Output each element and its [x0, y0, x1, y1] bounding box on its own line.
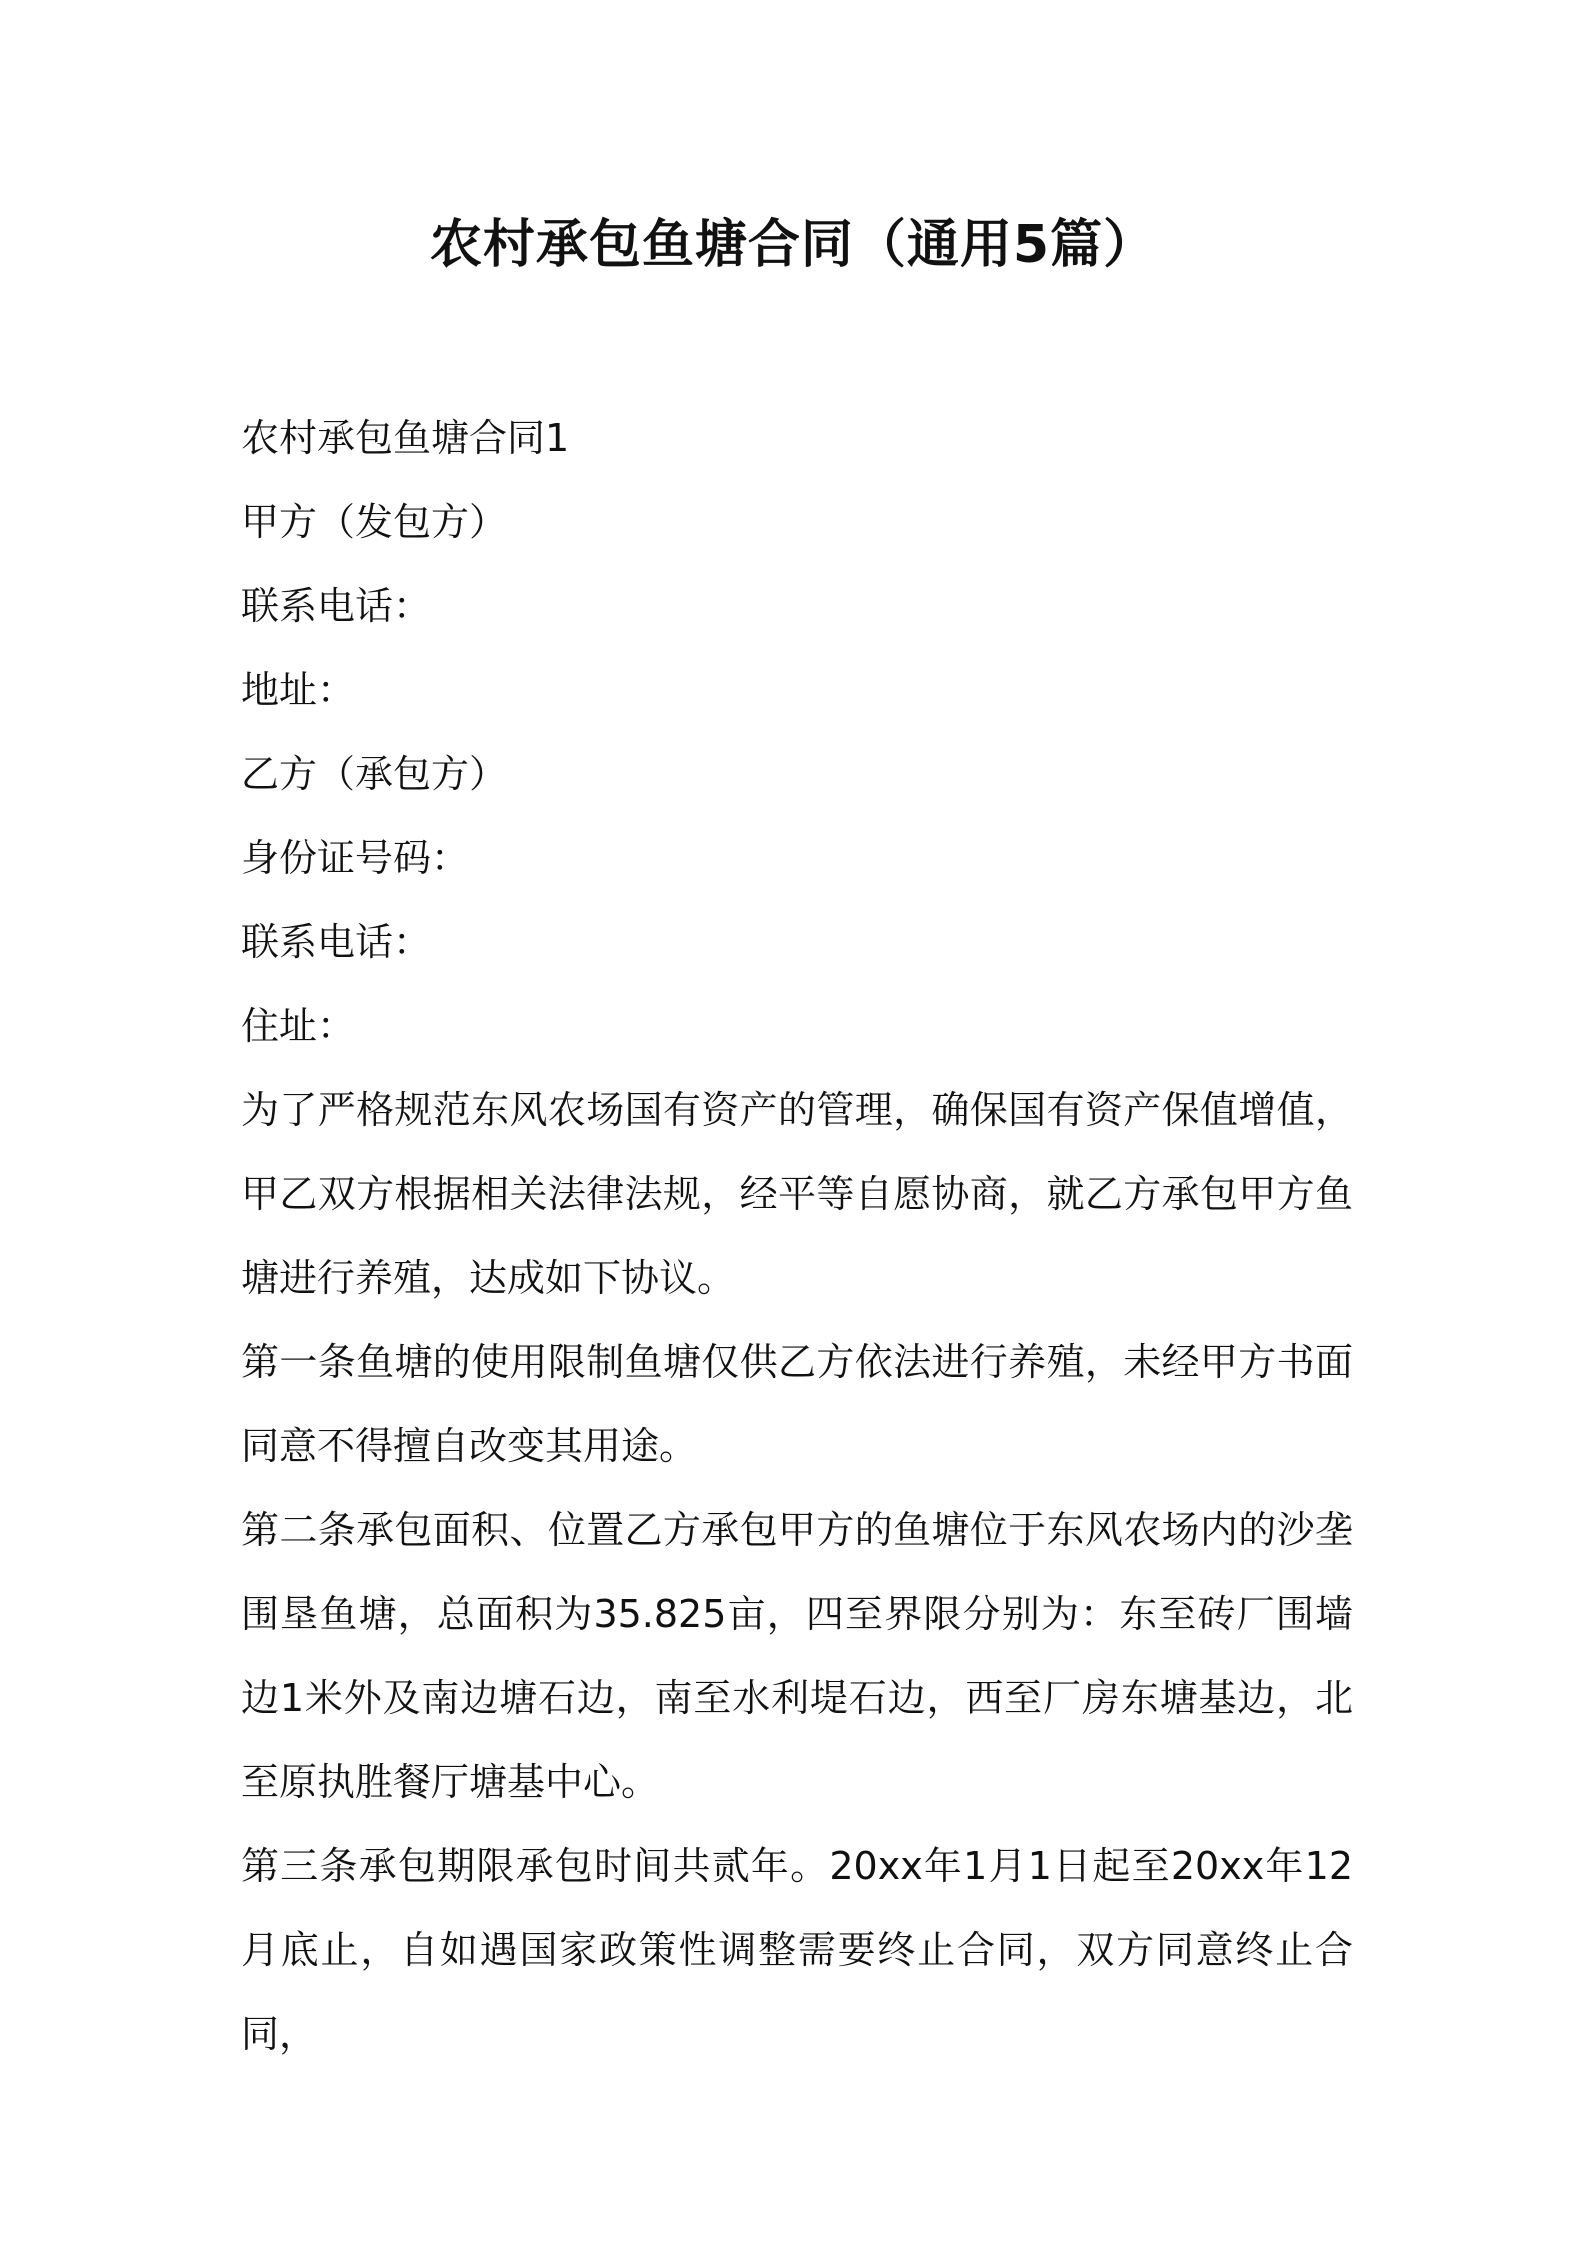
party-b-label: 乙方（承包方）: [241, 752, 508, 796]
article-3-paragraph: 第三条承包期限承包时间共贰年。20xx年1月1日起至20xx年12月底止，自如遇国家政策性调整需要终止合同，双方同意终止合同，: [241, 1844, 1353, 2056]
article-1-paragraph: 第一条鱼塘的使用限制鱼塘仅供乙方依法进行养殖，未经甲方书面同意不得擅自改变其用途。: [241, 1340, 1353, 1468]
section-heading: 农村承包鱼塘合同1: [241, 416, 570, 460]
document-title: 农村承包鱼塘合同（通用5篇）: [429, 215, 1157, 275]
preamble-paragraph: 为了严格规范东风农场国有资产的管理，确保国有资产保值增值，甲乙双方根据相关法律法规，经平等自愿协商，就乙方承包甲方鱼塘进行养殖，达成如下协议。: [241, 1088, 1353, 1300]
party-b-address-label: 住址：: [241, 1004, 356, 1048]
party-a-phone-label: 联系电话：: [241, 584, 432, 628]
party-a-label: 甲方（发包方）: [241, 500, 508, 544]
article-2-paragraph: 第二条承包面积、位置乙方承包甲方的鱼塘位于东风农场内的沙垄围垦鱼塘，总面积为35.825亩，四至界限分别为：东至砖厂围墙边1米外及南边塘石边，南至水利堤石边，西至厂房东塘基边，北至原执胜餐厅塘基中心。: [241, 1508, 1353, 1804]
document-body: [241, 396, 1353, 2076]
party-a-address-label: 地址：: [241, 668, 356, 712]
party-b-phone-label: 联系电话：: [241, 920, 432, 964]
party-b-id-label: 身份证号码：: [241, 836, 470, 880]
